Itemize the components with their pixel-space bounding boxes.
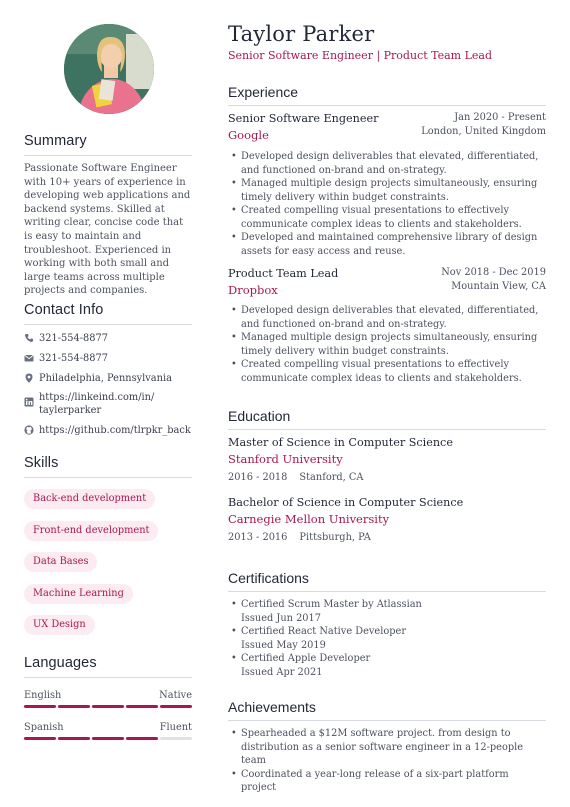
summary-heading: Summary [24,133,192,156]
school-name: Stanford University [228,452,343,466]
candidate-name: Taylor Parker [228,22,375,46]
degree-title: Bachelor of Science in Computer Science [228,496,464,509]
languages-heading: Languages [24,655,192,678]
phone-icon [24,333,34,343]
language-level-segment [58,737,90,740]
language-name: English [24,690,62,701]
school-name: Carnegie Mellon University [228,512,390,526]
job-title: Product Team Lead [228,267,339,280]
education-years: 2016 - 2018 [228,472,288,483]
language-level-segment [160,705,192,708]
email-text[interactable]: 321-554-8877 [39,353,108,364]
language-level-segment [92,737,124,740]
list-item [228,625,546,652]
linkedin-line-1: https://linkeind.com/in/ [39,392,155,403]
linkedin-link[interactable] [39,391,154,417]
job-location: Mountain View, CA [451,281,546,292]
contact-location [24,372,172,385]
github-icon [24,425,34,435]
cert-issued: Issued Jun 2017 [241,612,322,624]
language-level-segment [126,737,158,740]
list-item: • Developed design deliverables that elevated, differentiated, and functioned on-brand and on-strategy. [228,150,546,177]
job-location: London, United Kingdom [421,126,546,137]
list-item [228,652,546,679]
contact-github [24,424,191,437]
skills-heading: Skills [24,455,192,478]
language-level-segment [58,705,90,708]
job-bullets [228,304,546,385]
list-item [228,598,546,625]
candidate-subtitle: Senior Software Engineer | Product Team Lead [228,49,493,62]
degree-title: Master of Science in Computer Science [228,436,453,449]
language-level-segment [24,705,56,708]
education-location: Pittsburgh, PA [299,532,371,543]
skill-pill: UX Design [24,615,95,635]
certifications-list [228,598,546,679]
language-name: Spanish [24,722,64,733]
contact-email [24,352,108,365]
list-item: • Spearheaded a $12M software project. from design to distribution as a senior software engineer in a 12-people team [228,727,546,768]
language-level-segment [24,737,56,740]
list-item: • Created compelling visual presentations to effectively communicate complex ideas to clients and stakeholders. [228,204,546,231]
profile-photo [64,24,154,114]
list-item: • Developed design deliverables that elevated, differentiated, and functioned on-brand and on-strategy. [228,304,546,331]
skill-pill: Machine Learning [24,584,133,604]
cert-issued: Issued May 2019 [241,639,326,651]
skill-pill: Back-end development [24,489,155,509]
education-meta [228,472,375,483]
education-years: 2013 - 2016 [228,532,288,543]
list-item: • Managed multiple design projects simultaneously, ensuring timely delivery within budget constraints. [228,331,546,358]
language-row [24,690,192,701]
language-level: Fluent [159,722,192,733]
linkedin-line-2: taylerparker [39,405,102,416]
job-company: Dropbox [228,283,278,297]
achievements-list [228,727,546,795]
job-bullets [228,150,546,258]
language-level-segment [126,705,158,708]
phone-text[interactable]: 321-554-8877 [39,333,108,344]
job-dates: Nov 2018 - Dec 2019 [441,267,546,278]
cert-issued: Issued Apr 2021 [241,666,323,678]
location-text: Philadelphia, Pennsylvania [39,373,172,384]
language-level-bars [24,737,192,741]
language-level-bars [24,705,192,709]
language-level-segment [92,705,124,708]
contact-phone [24,332,108,345]
linkedin-icon [24,397,34,407]
certifications-heading: Certifications [228,570,546,592]
language-level-segment [160,737,192,740]
list-item: • Developed and maintained comprehensive library of design assets for easy access and reuse. [228,231,546,258]
achievements-heading: Achievements [228,699,546,721]
education-location: Stanford, CA [299,472,364,483]
education-heading: Education [228,408,546,430]
list-item: • Managed multiple design projects simultaneously, ensuring timely delivery within budget constraints. [228,177,546,204]
list-item: • Created compelling visual presentations to effectively communicate complex ideas to clients and stakeholders. [228,358,546,385]
job-title: Senior Software Engeneer [228,112,379,125]
cert-name: • Certified React Native Developer [241,626,407,637]
job-dates: Jan 2020 - Present [454,112,546,123]
summary-text: Passionate Software Engineer with 10+ years of experience in developing web applications and backend systems. Skilled at writing clear, concise code that is easy to maintain and troubleshoot. Experienced in working with both small and large teams across multiple projects and companies. [24,163,191,297]
language-level: Native [159,690,192,701]
cert-name: • Certified Scrum Master by Atlassian [241,599,422,610]
contact-heading: Contact Info [24,302,192,325]
profile-photo-image [64,24,154,114]
cert-name: • Certified Apple Developer [241,653,371,664]
language-row [24,722,192,733]
github-text[interactable]: https://github.com/tlrpkr_back [39,425,191,436]
experience-heading: Experience [228,84,546,106]
location-pin-icon [24,373,34,383]
job-company: Google [228,128,269,142]
contact-linkedin [24,391,154,417]
education-meta [228,532,383,543]
skill-pill: Data Bases [24,552,97,572]
envelope-icon [24,353,34,363]
list-item: • Coordinated a year-long release of a six-part platform project [228,768,546,795]
skill-pill: Front-end development [24,521,158,541]
